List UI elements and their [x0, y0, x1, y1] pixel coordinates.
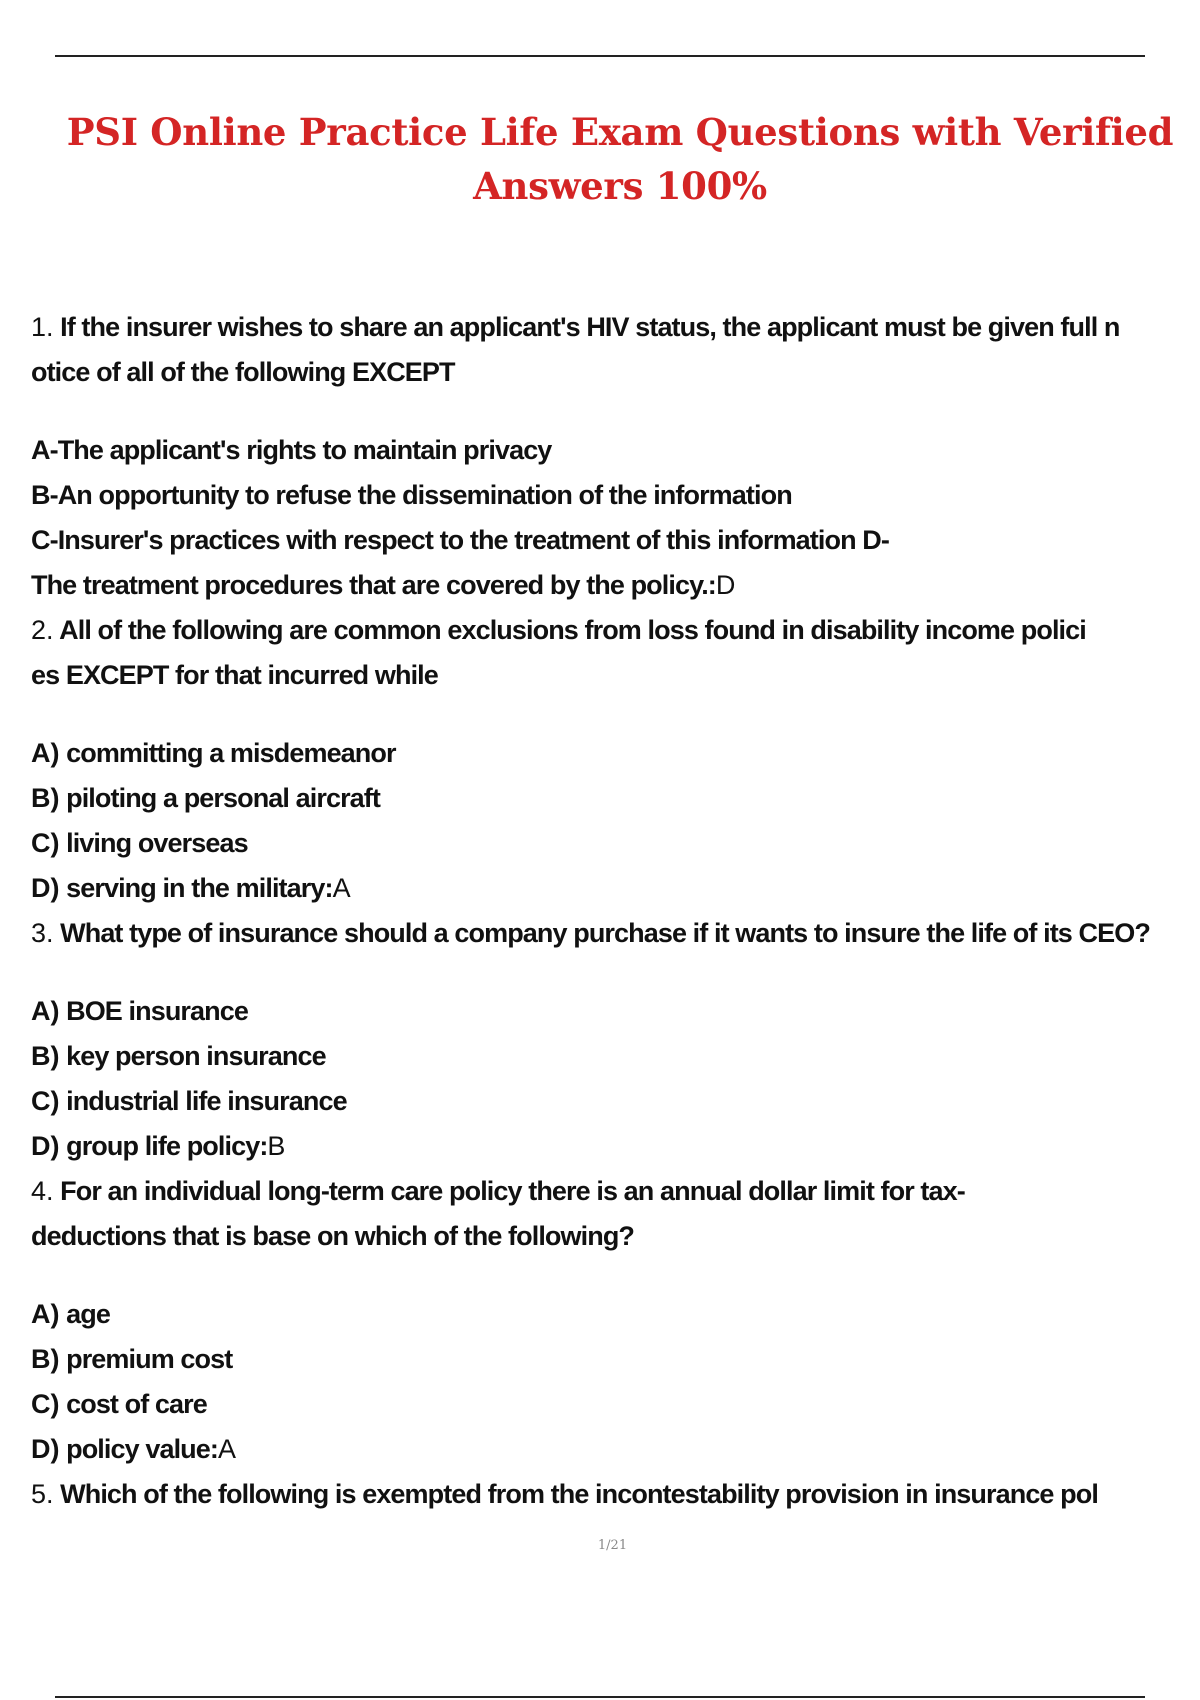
- answer-key: A: [217, 1434, 236, 1464]
- option-text: living overseas: [66, 828, 248, 858]
- question-number: 2.: [31, 615, 54, 645]
- question-4-option-b: [31, 1337, 1191, 1382]
- option-letter: C): [31, 828, 60, 858]
- option-text: group life policy:: [66, 1131, 268, 1161]
- option-text: policy value:: [66, 1434, 218, 1464]
- bottom-rule: [55, 1696, 1145, 1698]
- answer-key: A: [332, 873, 350, 903]
- question-1-line-1: [31, 305, 1191, 350]
- option-letter: A): [31, 738, 60, 768]
- option-letter: A): [31, 1299, 60, 1329]
- option-text: premium cost: [66, 1344, 233, 1374]
- option-text: key person insurance: [66, 1041, 326, 1071]
- question-2-option-a: [31, 731, 1191, 776]
- question-4-option-d: [31, 1427, 1191, 1472]
- option-text: The treatment procedures that are covered by the policy.:: [31, 570, 716, 600]
- question-1-option-b: B-An opportunity to refuse the dissemination of the information: [31, 480, 792, 510]
- question-number: 5.: [31, 1479, 54, 1509]
- question-number: 3.: [31, 918, 54, 948]
- question-1-option-a: A-The applicant's rights to maintain privacy: [31, 435, 552, 465]
- option-letter: B): [31, 1041, 60, 1071]
- top-rule: [55, 55, 1145, 57]
- question-2-line-1: [31, 608, 1191, 653]
- answer-key: D: [715, 570, 735, 600]
- option-letter: C): [31, 1086, 60, 1116]
- question-1-line-2: otice of all of the following EXCEPT: [31, 357, 455, 387]
- question-text: For an individual long-term care policy there is an annual dollar limit for tax-: [60, 1176, 965, 1206]
- option-text: serving in the military:: [66, 873, 333, 903]
- question-1-option-c: C-Insurer's practices with respect to the treatment of this information D-: [31, 525, 889, 555]
- option-text: cost of care: [66, 1389, 207, 1419]
- question-2-option-d: [31, 866, 1191, 911]
- option-letter: C): [31, 1389, 60, 1419]
- question-number: 1.: [31, 312, 54, 342]
- question-text: What type of insurance should a company purchase if it wants to insure the life of its CEO?: [60, 918, 1150, 948]
- question-4-line-1: [31, 1169, 1191, 1214]
- question-2-option-c: [31, 821, 1191, 866]
- option-letter: A): [31, 996, 60, 1026]
- question-3-option-d: [31, 1124, 1191, 1169]
- question-number: 4.: [31, 1176, 54, 1206]
- option-text: BOE insurance: [66, 996, 248, 1026]
- option-text: committing a misdemeanor: [66, 738, 396, 768]
- option-text: piloting a personal aircraft: [66, 783, 380, 813]
- answer-key: B: [267, 1131, 285, 1161]
- question-5-line-1: [31, 1472, 1191, 1517]
- question-3-option-b: [31, 1034, 1191, 1079]
- question-4-line-2: deductions that is base on which of the following?: [31, 1221, 635, 1251]
- question-3-option-a: [31, 989, 1191, 1034]
- option-letter: B): [31, 783, 60, 813]
- option-letter: D): [31, 1131, 60, 1161]
- option-letter: D): [31, 873, 60, 903]
- question-text: If the insurer wishes to share an applicant's HIV status, the applicant must be given full n: [60, 312, 1120, 342]
- question-text: Which of the following is exempted from the incontestability provision in insurance pol: [60, 1479, 1098, 1509]
- question-4-option-c: [31, 1382, 1191, 1427]
- question-2-option-b: [31, 776, 1191, 821]
- option-letter: B): [31, 1344, 60, 1374]
- question-text: All of the following are common exclusions from loss found in disability income polici: [59, 615, 1086, 645]
- question-4-option-a: [31, 1292, 1191, 1337]
- option-text: industrial life insurance: [66, 1086, 347, 1116]
- option-letter: D): [31, 1434, 60, 1464]
- question-list: [31, 305, 1191, 1517]
- question-3-line-1: [31, 911, 1191, 956]
- document-title: PSI Online Practice Life Exam Questions with Verified Answers 100%: [66, 110, 1174, 208]
- question-2-line-2: es EXCEPT for that incurred while: [31, 660, 438, 690]
- option-text: age: [66, 1299, 110, 1329]
- question-3-option-c: [31, 1079, 1191, 1124]
- page-number: 1/21: [597, 1538, 628, 1553]
- question-1-option-d: [31, 563, 1191, 608]
